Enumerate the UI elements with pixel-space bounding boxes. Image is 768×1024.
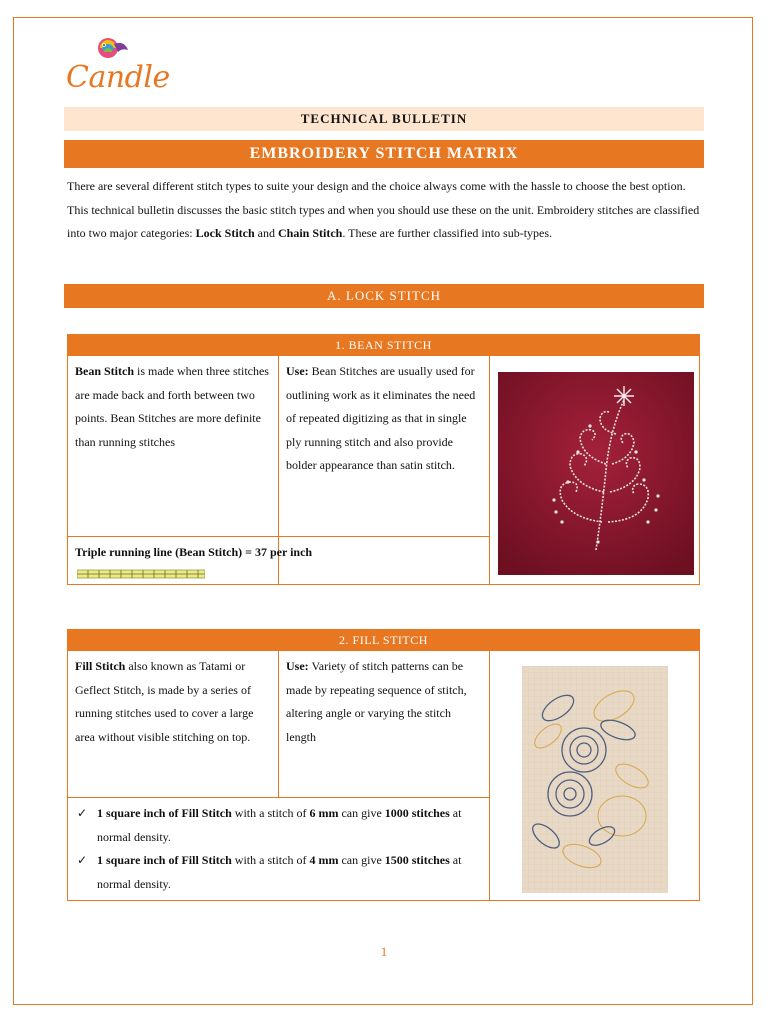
intro-paragraph [67, 175, 703, 246]
document-type-band: TECHNICAL BULLETIN [64, 107, 704, 131]
bean-use-label: Use: [286, 364, 309, 378]
bullet-text: with a stitch of [231, 853, 310, 867]
bullet-text: can give [338, 806, 385, 820]
fill-use-label: Use: [286, 659, 309, 673]
bean-stitch-density [68, 541, 489, 563]
bean-stitch-heading: 1. BEAN STITCH [68, 335, 699, 356]
list-item [75, 802, 482, 849]
candle-logo [66, 34, 176, 98]
bean-stitch-tree-image [498, 372, 694, 575]
fill-stitch-table [67, 629, 700, 901]
bullet-bold: 4 mm [309, 853, 339, 867]
bean-stitch-term: Bean Stitch [75, 364, 135, 378]
bullet-bold: 1000 stitches [384, 806, 450, 820]
intro-text-1: There are several different stitch types to suite your design and the choice always come with the hassle to choose the best option. This technical bulletin discusses the basic stitch types and when you should use these on the unit. Embroidery stitches are classified into two major categories: [67, 179, 700, 240]
bean-density-text: Triple running line (Bean Stitch) = 37 per inch [75, 545, 313, 559]
intro-text-2: . These are further classified into sub-types. [342, 226, 553, 240]
intro-chain-stitch: Chain Stitch [277, 226, 343, 240]
checkmark-icon: ✓ [77, 806, 88, 820]
bullet-text: at normal density. [97, 806, 462, 844]
fill-density-list [75, 802, 482, 896]
page-number: 1 [380, 944, 388, 959]
bullet-bold: 1 square inch of Fill Stitch [97, 806, 232, 820]
fill-stitch-use [279, 653, 489, 751]
fill-stitch-desc-text: also known as Tatami or Geflect Stitch, is made by a series of running stitches used to cover a large area without visible stitching on top. [75, 659, 254, 744]
bullet-text: at normal density. [97, 853, 462, 891]
bean-stitch-desc-text: is made when three stitches are made back and forth between two points. Bean Stitches are more definite than running stitches [75, 364, 269, 449]
fill-stitch-rose-image [522, 666, 668, 893]
bean-stitch-description [68, 358, 278, 456]
bullet-bold: 1500 stitches [384, 853, 450, 867]
fill-stitch-description [68, 653, 278, 751]
bullet-text: can give [338, 853, 385, 867]
bullet-bold: 1 square inch of Fill Stitch [97, 853, 232, 867]
bullet-text: with a stitch of [231, 806, 310, 820]
fill-stitch-heading: 2. FILL STITCH [68, 630, 699, 651]
intro-and: and [254, 226, 278, 240]
checkmark-icon: ✓ [77, 853, 88, 867]
fill-stitch-term: Fill Stitch [75, 659, 126, 673]
document-title: EMBROIDERY STITCH MATRIX [64, 140, 704, 168]
list-item [75, 849, 482, 896]
section-heading-lock-stitch: A. LOCK STITCH [64, 284, 704, 308]
intro-lock-stitch: Lock Stitch [195, 226, 255, 240]
bullet-bold: 6 mm [309, 806, 339, 820]
bean-use-text: Bean Stitches are usually used for outlining work as it eliminates the need of repeated digitizing as that in single ply running stitch and also provide bolder appearance than satin stitch. [286, 364, 476, 472]
fill-use-text: Variety of stitch patterns can be made by repeating sequence of stitch, altering angle or varying the stitch length [286, 659, 467, 744]
fill-stitch-density [68, 800, 489, 898]
triple-running-line-sample [77, 569, 205, 579]
bean-stitch-table [67, 334, 700, 585]
logo-wordmark: Candle [66, 60, 170, 95]
bean-stitch-use [279, 358, 489, 480]
